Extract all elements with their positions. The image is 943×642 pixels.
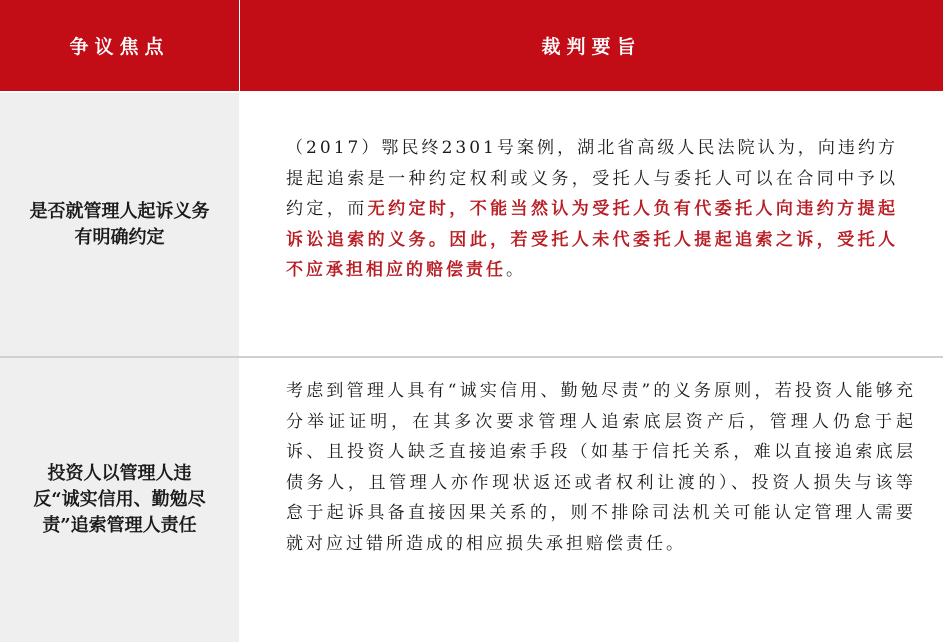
- holding-text-1-plain: （2017）鄂民终2301号案例，湖北省高级人民法院认为，向违约方提起追索是一种约定权利或义务，受托人与委托人可以在合同中予以约定，而: [286, 138, 898, 219]
- issue-cell-1: [0, 93, 239, 356]
- issue-text-1: 是否就管理人起诉义务有明确约定: [29, 200, 210, 248]
- issue-cell-2: [0, 358, 239, 642]
- issue-text-2: 投资人以管理人违反“诚实信用、勤勉尽责”追索管理人责任: [33, 463, 206, 536]
- header-issue-label: 争议焦点: [69, 36, 170, 58]
- holding-cell-2: [240, 358, 943, 642]
- holding-text-1-end: 。: [506, 260, 526, 280]
- header-holding-label: 裁判要旨: [541, 36, 642, 58]
- holding-text-1-highlight: 无约定时，不能当然认为受托人负有代委托人向违约方提起诉讼追索的义务。因此，若受托人未代委托人提起追索之诉，受托人不应承担相应的赔偿责任: [286, 199, 898, 280]
- holding-cell-1: [240, 93, 943, 356]
- header-holding: [240, 0, 943, 91]
- holding-text-2: 考虑到管理人具有“诚实信用、勤勉尽责”的义务原则，若投资人能够充分举证证明，在其多次要求管理人追索底层资产后，管理人仍怠于起诉、且投资人缺乏直接追索手段（如基于信托关系，难以直接追索底层债务人，且管理人亦作现状返还或者权利让渡的）、投资人损失与该等怠于起诉具备直接因果关系的，则不排除司法机关可能认定管理人需要就对应过错所造成的相应损失承担赔偿责任。: [286, 381, 916, 554]
- holding-text-1: [286, 133, 898, 286]
- header-issue: [0, 0, 239, 91]
